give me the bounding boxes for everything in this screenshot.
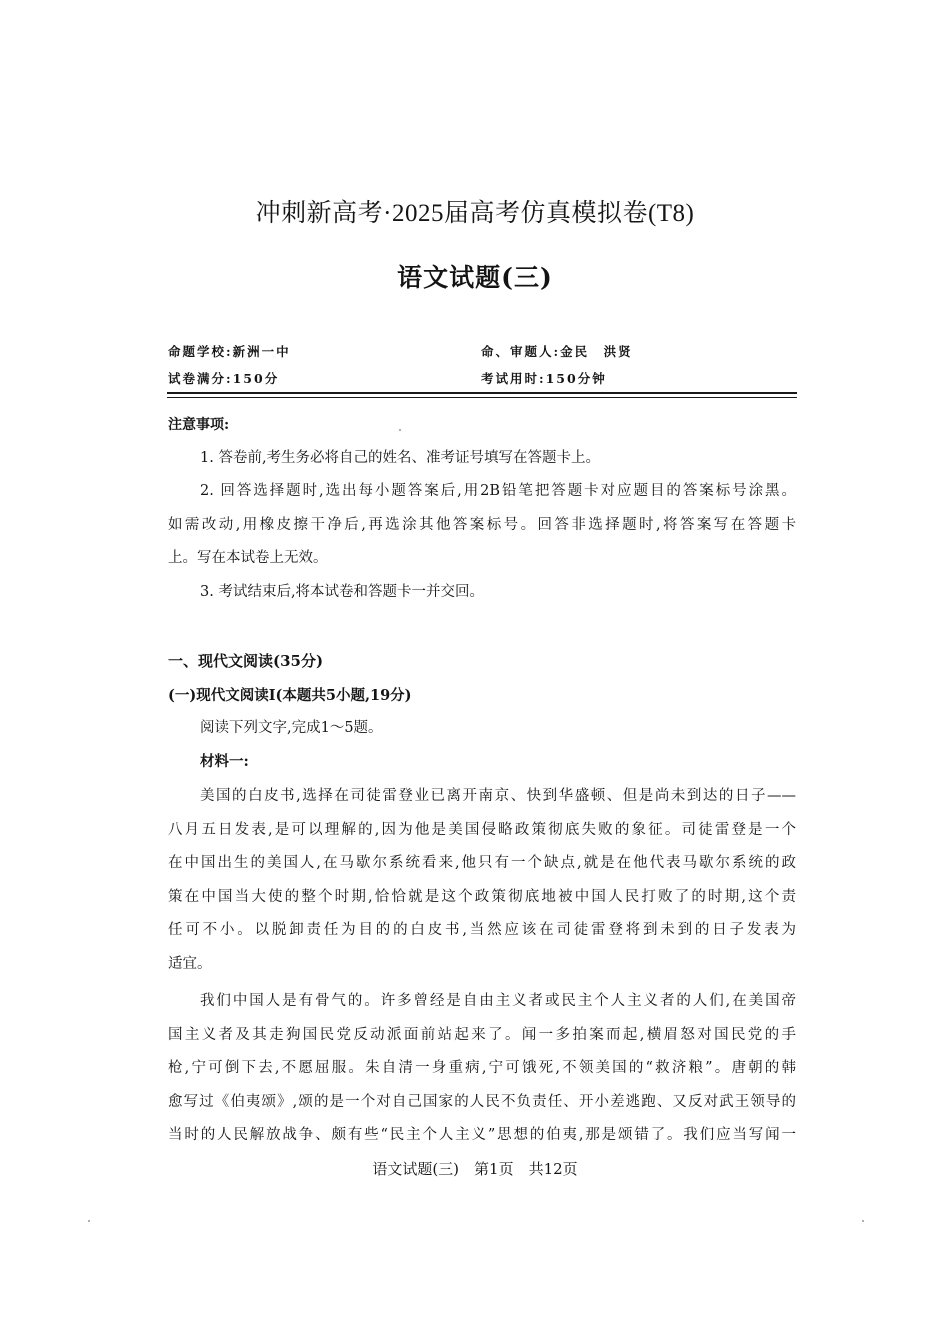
- notice-item-2-line: 如需改动,用橡皮擦干净后,再选涂其他答案标号。回答非选择题时,将答案写在答题卡: [168, 516, 796, 533]
- scan-speck: [88, 1220, 90, 1222]
- reading-instruction: 阅读下列文字,完成1～5题。: [200, 720, 383, 736]
- passage-line: 八月五日发表,是可以理解的,因为他是美国侵略政策彻底失败的象征。司徒雷登是一个: [168, 821, 796, 838]
- meta-school: 命题学校:新洲一中: [168, 344, 291, 359]
- passage-line: 我们中国人是有骨气的。许多曾经是自由主义者或民主个人主义者的人们,在美国帝: [200, 993, 796, 1009]
- notice-item-2-line: 2. 回答选择题时,选出每小题答案后,用2B铅笔把答题卡对应题目的答案标号涂黑。: [200, 483, 796, 499]
- section-heading: 一、现代文阅读(35分): [168, 652, 324, 670]
- header-divider-thin: [167, 397, 797, 398]
- notice-item-3: 3. 考试结束后,将本试卷和答题卡一并交回。: [200, 584, 485, 600]
- header-divider-thick: [167, 392, 797, 394]
- passage-line: 愈写过《伯夷颂》,颂的是一个对自己国家的人民不负责任、开小差逃跑、又反对武王领导的: [168, 1093, 796, 1110]
- notice-item-2-line: 上。写在本试卷上无效。: [168, 550, 328, 567]
- notice-heading: 注意事项:: [168, 417, 230, 433]
- scan-speck: [399, 429, 401, 431]
- passage-paragraph-2: [168, 985, 796, 1153]
- exam-subtitle: 语文试题(三): [397, 263, 553, 292]
- page-footer: 语文试题(三) 第1页 共12页: [372, 1160, 578, 1178]
- passage-line: 枪,宁可倒下去,不愿屈服。朱自清一身重病,宁可饿死,不领美国的“救济粮”。唐朝的韩: [168, 1060, 796, 1077]
- section-sub-heading: (一)现代文阅读Ⅰ(本题共5小题,19分): [168, 687, 412, 704]
- notice-item-1: 1. 答卷前,考生务必将自己的姓名、准考证号填写在答题卡上。: [200, 450, 601, 466]
- passage-line: 任可不小。以脱卸责任为目的的白皮书,当然应该在司徒雷登将到未到的日子发表为: [168, 922, 796, 939]
- meta-full-score: 试卷满分:150分: [168, 371, 280, 386]
- passage-line: 美国的白皮书,选择在司徒雷登业已离开南京、快到华盛顿、但是尚未到达的日子——: [200, 788, 796, 804]
- notice-item-2: [168, 475, 796, 576]
- passage-line: 策在中国当大使的整个时期,恰恰就是这个政策彻底地被中国人民打败了的时期,这个责: [168, 888, 796, 905]
- passage-line: 当时的人民解放战争、颇有些“民主个人主义”思想的伯夷,那是颂错了。我们应当写闻一: [168, 1127, 796, 1144]
- exam-title: 冲刺新高考·2025届高考仿真模拟卷(T8): [255, 200, 695, 227]
- meta-duration: 考试用时:150分钟: [481, 371, 607, 386]
- material-label: 材料一:: [200, 753, 249, 770]
- passage-paragraph-1: [168, 780, 796, 982]
- passage-line: 适宜。: [168, 955, 212, 972]
- passage-line: 在中国出生的美国人,在马歇尔系统看来,他只有一个缺点,就是在他代表马歇尔系统的政: [168, 855, 796, 872]
- meta-authors: 命、审题人:金民 洪贤: [481, 344, 633, 359]
- scan-speck: [862, 1220, 864, 1222]
- passage-line: 国主义者及其走狗国民党反动派面前站起来了。闻一多拍案而起,横眉怒对国民党的手: [168, 1026, 796, 1043]
